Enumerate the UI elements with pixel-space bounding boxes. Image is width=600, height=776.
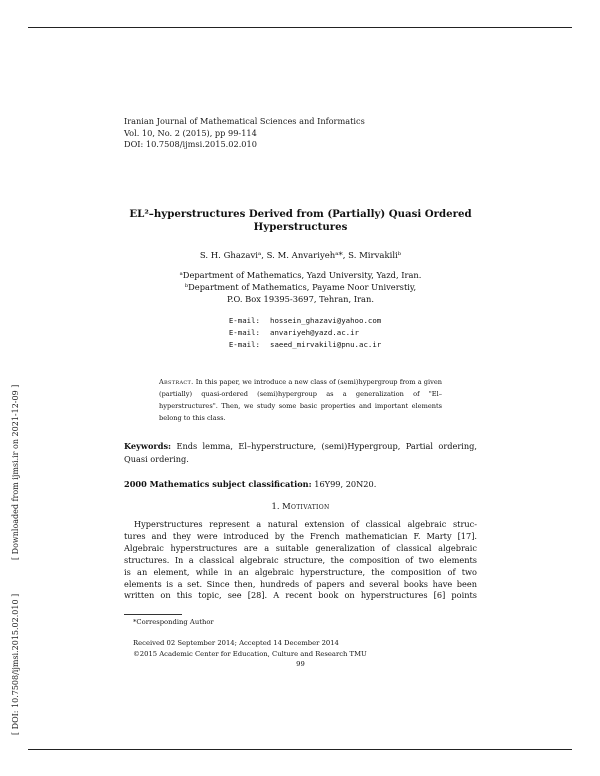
email-address[interactable]: saeed_mirvakili@pnu.ac.ir — [270, 340, 382, 349]
keywords-label: Keywords: — [124, 441, 172, 451]
email-label: E-mail: — [228, 328, 260, 337]
paragraph-line: Algebraic hyperstructures are a suitable generalization of classical algebraic — [124, 542, 477, 553]
email-address[interactable]: anvariyeh@yazd.ac.ir — [270, 328, 359, 337]
doi-stamp: [ DOI: 10.7508/ijmsi.2015.02.010 ] — [11, 593, 20, 735]
top-rule — [28, 27, 572, 28]
affiliation-line: P.O. Box 19395-3697, Tehran, Iran. — [227, 294, 374, 304]
received-dates: Received 02 September 2014; Accepted 14 December 2014 — [133, 639, 339, 647]
section-number: 1. — [271, 501, 280, 511]
email-row — [200, 327, 381, 339]
paragraph-line: written on this topic, see [28]. A recent book on hyperstructures [6] points — [124, 590, 477, 601]
section-title: Motivation — [282, 501, 330, 511]
author-list: S. H. Ghazaviᵃ, S. M. Anvariyehᵃ*, S. Mirvakiliᵇ — [199, 251, 402, 261]
intro-paragraph — [124, 519, 477, 602]
bottom-rule — [28, 749, 572, 750]
msc-codes: 16Y99, 20N20. — [314, 479, 377, 489]
email-label: E-mail: — [228, 340, 260, 349]
paragraph-line: structures. In a classical algebraic structure, the composition of two elements — [124, 554, 477, 565]
journal-name: Iranian Journal of Mathematical Sciences and Informatics — [124, 116, 365, 126]
affiliation-line: ᵇDepartment of Mathematics, Payame Noor Universtiy, — [184, 282, 417, 292]
paragraph-line: is an element, while in an algebraic hyperstructure, the composition of two — [124, 566, 477, 577]
email-label: E-mail: — [228, 316, 260, 325]
msc-label: 2000 Mathematics subject classification: — [124, 479, 312, 489]
affiliation-line: ᵃDepartment of Mathematics, Yazd University, Yazd, Iran. — [179, 270, 422, 280]
journal-doi: DOI: 10.7508/ijmsi.2015.02.010 — [124, 139, 257, 149]
email-list — [200, 315, 381, 351]
paragraph-line: Hyperstructures represent a natural extension of classical algebraic struc- — [134, 519, 477, 529]
paper-title — [124, 208, 477, 234]
keywords — [124, 440, 477, 465]
abstract-label: Abstract. — [159, 378, 194, 386]
abstract — [159, 376, 442, 424]
journal-header — [124, 116, 365, 151]
email-row — [200, 315, 381, 327]
keywords-text: Ends lemma, El–hyperstructure, (semi)Hypergroup, Partial ordering, Quasi ordering. — [124, 441, 477, 464]
page-number: 99 — [296, 660, 305, 668]
email-address[interactable]: hossein_ghazavi@yahoo.com — [270, 316, 382, 325]
downloaded-stamp: [ Downloaded from ijmsi.ir on 2021-12-09 ] — [11, 384, 20, 560]
journal-volume: Vol. 10, No. 2 (2015), pp 99-114 — [124, 127, 257, 138]
email-row — [200, 339, 381, 351]
section-heading — [124, 501, 477, 511]
footnote-rule — [124, 614, 182, 615]
title-line-1: EL²–hyperstructures Derived from (Partially) Quasi Ordered — [129, 208, 472, 220]
abstract-text: In this paper, we introduce a new class of (semi)hypergroup from a given (partially) quasi-ordered (semi)hypergroup as a generalization of "El–hyperstructures". Then, we study some basic properties and important elements belong to this class. — [159, 378, 443, 422]
paragraph-line: elements is a set. Since then, hundreds of papers and several books have been — [124, 578, 477, 589]
title-line-2: Hyperstructures — [253, 221, 348, 233]
received-info — [133, 638, 367, 660]
affiliations — [124, 269, 477, 305]
copyright: ©2015 Academic Center for Education, Culture and Research TMU — [133, 650, 367, 658]
msc-classification — [124, 479, 477, 489]
paragraph-line: tures and they were introduced by the French mathematician F. Marty [17]. — [124, 530, 477, 541]
footnote: *Corresponding Author — [133, 618, 214, 626]
